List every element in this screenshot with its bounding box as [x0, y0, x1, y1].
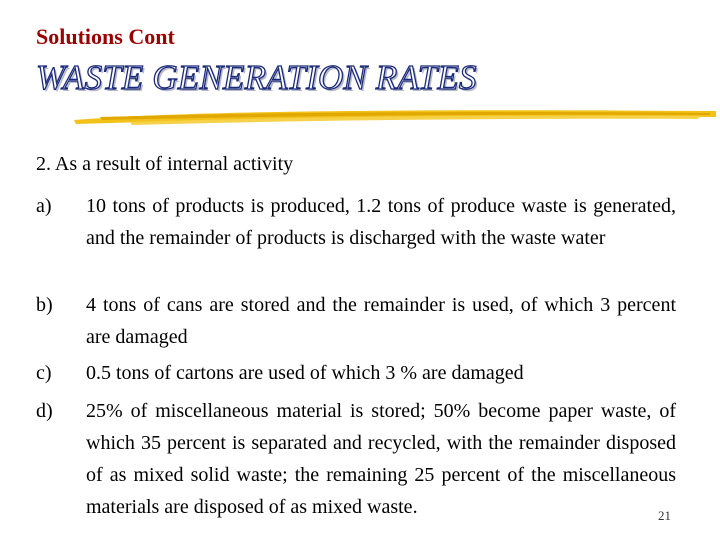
list-item-letter: c)	[36, 362, 52, 384]
intro-text: 2. As a result of internal activity	[36, 153, 294, 175]
list-item-text: 0.5 tons of cartons are used of which 3 % are damaged	[86, 362, 524, 384]
list-item-letter: d)	[36, 400, 53, 422]
list-item-letter: a)	[36, 195, 52, 217]
list-item-d	[36, 395, 676, 523]
list-item-b	[36, 289, 676, 353]
list-item-text: 4 tons of cans are stored and the remainder is used, of which 3 percent are damaged	[86, 294, 676, 348]
title-underline-brush-stroke	[70, 104, 720, 130]
list-item-text: 10 tons of products is produced, 1.2 tons of produce waste is generated, and the remainder of products is discharged with the waste water	[86, 195, 676, 249]
slide-title: WASTE GENERATION RATES	[36, 58, 477, 97]
list-item-letter: b)	[36, 294, 53, 316]
list-item-text: 25% of miscellaneous material is stored; 50% become paper waste, of which 35 percent is separated and recycled, with the remainder disposed of as mixed solid waste; the remaining 25 percent of the miscellaneous materials are disposed of as mixed waste.	[86, 400, 676, 518]
page-number: 21	[658, 508, 671, 523]
list-item-c	[36, 357, 676, 389]
list-item-a	[36, 190, 676, 254]
slide-subtitle: Solutions Cont	[36, 24, 175, 49]
